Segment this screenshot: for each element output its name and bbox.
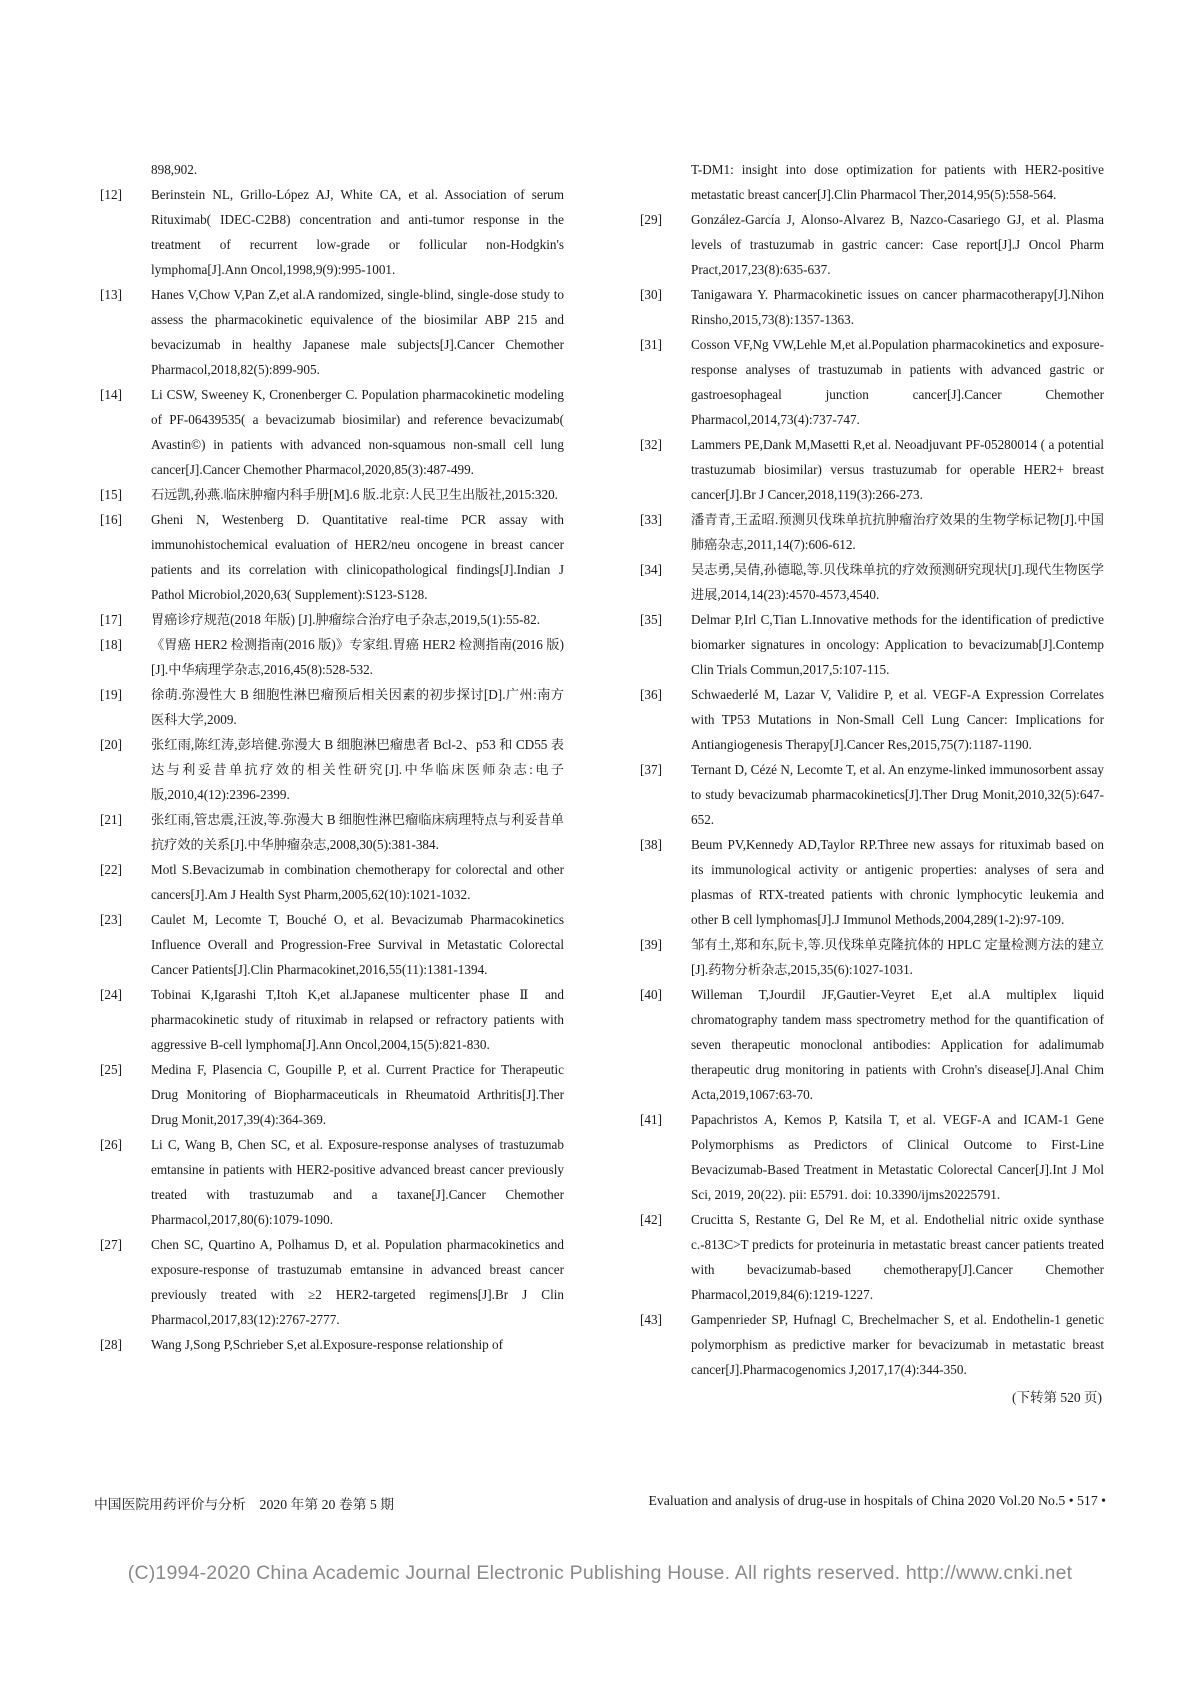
- reference-item: [94, 1132, 564, 1232]
- references-right-column: [634, 157, 1104, 1382]
- reference-text: Chen SC, Quartino A, Polhamus D, et al. Population pharmacokinetics and exposure-response of trastuzumab emtansine in advanced breast cancer previously treated with ≥2 HER2-targeted regimens[J].Br J Clin Pharmacol,2017,83(12):2767-2777.: [151, 1237, 564, 1327]
- reference-item: [634, 432, 1104, 507]
- reference-text: 吴志勇,吴倩,孙德聪,等.贝伐珠单抗的疗效预测研究现状[J].现代生物医学进展,2014,14(23):4570-4573,4540.: [691, 562, 1104, 602]
- reference-item: [634, 207, 1104, 282]
- reference-text: Berinstein NL, Grillo-López AJ, White CA, et al. Association of serum Rituximab( IDEC-C2B8) concentration and anti-tumor response in the treatment of recurrent low-grade or follicular non-Hodgkin's lymphoma[J].Ann Oncol,1998,9(9):995-1001.: [151, 187, 564, 277]
- reference-number: [40]: [640, 987, 662, 1002]
- references-left-column: [94, 157, 564, 1357]
- reference-number: [36]: [640, 687, 662, 702]
- reference-item: [634, 332, 1104, 432]
- reference-item: [94, 1332, 564, 1357]
- reference-text: Medina F, Plasencia C, Goupille P, et al. Current Practice for Therapeutic Drug Monitoring of Biopharmaceuticals in Rheumatoid Arthritis[J].Ther Drug Monit,2017,39(4):364-369.: [151, 1062, 564, 1127]
- reference-number: [38]: [640, 837, 662, 852]
- reference-number: [24]: [100, 987, 122, 1002]
- reference-item: [94, 682, 564, 732]
- reference-item: [94, 482, 564, 507]
- reference-text: Li CSW, Sweeney K, Cronenberger C. Population pharmacokinetic modeling of PF-06439535( a bevacizumab biosimilar) and reference bevacizumab( Avastin©) in patients with advanced non-squamous non-small cell lung cancer[J].Cancer Chemother Pharmacol,2020,85(3):487-499.: [151, 387, 564, 477]
- reference-number: [41]: [640, 1112, 662, 1127]
- reference-text: Tanigawara Y. Pharmacokinetic issues on cancer pharmacotherapy[J].Nihon Rinsho,2015,73(8):1357-1363.: [691, 287, 1104, 327]
- reference-item: [634, 507, 1104, 557]
- reference-number: [17]: [100, 612, 122, 627]
- reference-number: [20]: [100, 737, 122, 752]
- reference-number: [33]: [640, 512, 662, 527]
- reference-item: [634, 832, 1104, 932]
- reference-text: Motl S.Bevacizumab in combination chemotherapy for colorectal and other cancers[J].Am J Health Syst Pharm,2005,62(10):1021-1032.: [151, 862, 564, 902]
- reference-number: [37]: [640, 762, 662, 777]
- reference-text: Caulet M, Lecomte T, Bouché O, et al. Bevacizumab Pharmacokinetics Influence Overall and Progression-Free Survival in Metastatic Colorectal Cancer Patients[J].Clin Pharmacokinet,2016,55(11):1381-1394.: [151, 912, 564, 977]
- reference-item: [94, 507, 564, 607]
- reference-item: [94, 282, 564, 382]
- reference-number: [31]: [640, 337, 662, 352]
- reference-item: [94, 857, 564, 907]
- reference-item: [634, 282, 1104, 332]
- reference-number: [16]: [100, 512, 122, 527]
- reference-text: Li C, Wang B, Chen SC, et al. Exposure-response analyses of trastuzumab emtansine in patients with HER2-positive advanced breast cancer previously treated with trastuzumab and a taxane[J].Cancer Chemother Pharmacol,2017,80(6):1079-1090.: [151, 1137, 564, 1227]
- reference-item: [634, 1307, 1104, 1382]
- reference-item: [94, 982, 564, 1057]
- reference-text: Wang J,Song P,Schrieber S,et al.Exposure-response relationship of: [151, 1337, 504, 1352]
- reference-number: [28]: [100, 1337, 122, 1352]
- reference-text: Lammers PE,Dank M,Masetti R,et al. Neoadjuvant PF-05280014 ( a potential trastuzumab biosimilar) versus trastuzumab for operable HER2+ breast cancer[J].Br J Cancer,2018,119(3):266-273.: [691, 437, 1104, 502]
- reference-number: [39]: [640, 937, 662, 952]
- reference-number: [22]: [100, 862, 122, 877]
- reference-text: T-DM1: insight into dose optimization for patients with HER2-positive metastatic breast cancer[J].Clin Pharmacol Ther,2014,95(5):558-564.: [691, 162, 1104, 202]
- reference-number: [35]: [640, 612, 662, 627]
- reference-text: Cosson VF,Ng VW,Lehle M,et al.Population pharmacokinetics and exposure-response analyses of trastuzumab in patients with advanced gastric or gastroesophageal junction cancer[J].Cancer Chemother Pharmacol,2014,73(4):737-747.: [691, 337, 1104, 427]
- reference-item: [634, 557, 1104, 607]
- reference-text: Delmar P,Irl C,Tian L.Innovative methods for the identification of predictive biomarker signatures in oncology: Application to bevacizumab[J].Contemp Clin Trials Commun,2017,5:107-115.: [691, 612, 1104, 677]
- reference-item: [94, 907, 564, 982]
- reference-number: [30]: [640, 287, 662, 302]
- reference-number: [26]: [100, 1137, 122, 1152]
- reference-text: Ternant D, Cézé N, Lecomte T, et al. An enzyme-linked immunosorbent assay to study bevacizumab pharmacokinetics[J].Ther Drug Monit,2010,32(5):647-652.: [691, 762, 1104, 827]
- reference-number: [29]: [640, 212, 662, 227]
- reference-text: Gampenrieder SP, Hufnagl C, Brechelmacher S, et al. Endothelin-1 genetic polymorphism as predictive marker for bevacizumab in metastatic breast cancer[J].Pharmacogenomics J,2017,17(4):344-350.: [691, 1312, 1104, 1377]
- reference-number: [15]: [100, 487, 122, 502]
- reference-item: [94, 807, 564, 857]
- footer-journal-en: Evaluation and analysis of drug-use in hospitals of China 2020 Vol.20 No.5 • 517 •: [648, 1493, 1106, 1508]
- reference-item: [634, 1107, 1104, 1207]
- reference-text: 徐萌.弥漫性大 B 细胞性淋巴瘤预后相关因素的初步探讨[D].广州:南方医科大学,2009.: [151, 687, 564, 727]
- reference-number: [32]: [640, 437, 662, 452]
- reference-item: [634, 157, 1104, 207]
- reference-text: Gheni N, Westenberg D. Quantitative real-time PCR assay with immunohistochemical evaluation of HER2/neu oncogene in breast cancer patients and its correlation with clinicopathological findings[J].Indian J Pathol Microbiol,2020,63( Supplement):S123-S128.: [151, 512, 564, 602]
- reference-text: González-García J, Alonso-Alvarez B, Nazco-Casariego GJ, et al. Plasma levels of trastuzumab in gastric cancer: Case report[J].J Oncol Pharm Pract,2017,23(8):635-637.: [691, 212, 1104, 277]
- reference-item: [94, 182, 564, 282]
- reference-item: [634, 982, 1104, 1107]
- reference-text: Papachristos A, Kemos P, Katsila T, et al. VEGF-A and ICAM-1 Gene Polymorphisms as Predictors of Clinical Outcome to First-Line Bevacizumab-Based Treatment in Metastatic Colorectal Cancer[J].Int J Mol Sci, 2019, 20(22). pii: E5791. doi: 10.3390/ijms20225791.: [691, 1112, 1104, 1202]
- reference-item: [94, 607, 564, 632]
- reference-item: [94, 732, 564, 807]
- reference-number: [19]: [100, 687, 122, 702]
- reference-item: [634, 1207, 1104, 1307]
- reference-item: [634, 932, 1104, 982]
- continuation-note: (下转第 520 页): [1012, 1390, 1102, 1405]
- reference-number: [42]: [640, 1212, 662, 1227]
- reference-number: [21]: [100, 812, 122, 827]
- reference-item: [94, 632, 564, 682]
- reference-text: Tobinai K,Igarashi T,Itoh K,et al.Japanese multicenter phase Ⅱ and pharmacokinetic study of rituximab in relapsed or refractory patients with aggressive B-cell lymphoma[J].Ann Oncol,2004,15(5):821-830.: [151, 987, 564, 1052]
- reference-text: 898,902.: [151, 162, 198, 177]
- reference-item: [634, 682, 1104, 757]
- reference-text: Willeman T,Jourdil JF,Gautier-Veyret E,et al.A multiplex liquid chromatography tandem mass spectrometry method for the quantification of seven therapeutic monoclonal antibodies: Application for adalimumab therapeutic drug monitoring in patients with Crohn's disease[J].Anal Chim Acta,2019,1067:63-70.: [691, 987, 1104, 1102]
- reference-item: [94, 1057, 564, 1132]
- reference-text: Schwaederlé M, Lazar V, Validire P, et al. VEGF-A Expression Correlates with TP53 Mutations in Non-Small Cell Lung Cancer: Implications for Antiangiogenesis Therapy[J].Cancer Res,2015,75(7):1187-1190.: [691, 687, 1104, 752]
- reference-item: [94, 1232, 564, 1332]
- reference-text: Crucitta S, Restante G, Del Re M, et al. Endothelial nitric oxide synthase c.-813C>T predicts for proteinuria in metastatic breast cancer patients treated with bevacizumab-based chemotherapy[J].Cancer Chemother Pharmacol,2019,84(6):1219-1227.: [691, 1212, 1104, 1302]
- reference-number: [18]: [100, 637, 122, 652]
- reference-text: 张红雨,陈红涛,彭培健.弥漫大 B 细胞淋巴瘤患者 Bcl-2、p53 和 CD55 表达与利妥昔单抗疗效的相关性研究[J].中华临床医师杂志:电子版,2010,4(12):2396-2399.: [151, 737, 564, 802]
- reference-number: [23]: [100, 912, 122, 927]
- reference-number: [12]: [100, 187, 122, 202]
- page-footer: [94, 1493, 1106, 1515]
- copyright-watermark: (C)1994-2020 China Academic Journal Electronic Publishing House. All rights reserved. http://www.cnki.net: [127, 1562, 1073, 1584]
- reference-number: [25]: [100, 1062, 122, 1077]
- reference-text: 潘青青,王孟昭.预测贝伐珠单抗抗肿瘤治疗效果的生物学标记物[J].中国肺癌杂志,2011,14(7):606-612.: [691, 512, 1104, 552]
- reference-number: [27]: [100, 1237, 122, 1252]
- reference-item: [634, 757, 1104, 832]
- footer-journal-cn: 中国医院用药评价与分析 2020 年第 20 卷第 5 期: [94, 1497, 395, 1512]
- reference-text: 邹有土,郑和东,阮卡,等.贝伐珠单克隆抗体的 HPLC 定量检测方法的建立[J].药物分析杂志,2015,35(6):1027-1031.: [691, 937, 1104, 977]
- reference-text: 胃癌诊疗规范(2018 年版) [J].肿瘤综合治疗电子杂志,2019,5(1):55-82.: [151, 612, 541, 627]
- reference-text: Hanes V,Chow V,Pan Z,et al.A randomized, single-blind, single-dose study to assess the pharmacokinetic equivalence of the biosimilar ABP 215 and bevacizumab in healthy Japanese male subjects[J].Cancer Chemother Pharmacol,2018,82(5):899-905.: [151, 287, 564, 377]
- reference-number: [34]: [640, 562, 662, 577]
- reference-item: [94, 157, 564, 182]
- reference-text: 张红雨,管忠震,汪波,等.弥漫大 B 细胞性淋巴瘤临床病理特点与利妥昔单抗疗效的关系[J].中华肿瘤杂志,2008,30(5):381-384.: [151, 812, 564, 852]
- reference-number: [43]: [640, 1312, 662, 1327]
- reference-item: [634, 607, 1104, 682]
- reference-text: Beum PV,Kennedy AD,Taylor RP.Three new assays for rituximab based on its immunological activity or antigenic properties: analyses of sera and plasmas of RTX-treated patients with chronic lymphocytic leukemia and other B cell lymphomas[J].J Immunol Methods,2004,289(1-2):97-109.: [691, 837, 1104, 927]
- reference-number: [14]: [100, 387, 122, 402]
- reference-item: [94, 382, 564, 482]
- reference-text: 石远凯,孙燕.临床肿瘤内科手册[M].6 版.北京:人民卫生出版社,2015:320.: [151, 487, 558, 502]
- reference-number: [13]: [100, 287, 122, 302]
- reference-text: 《胃癌 HER2 检测指南(2016 版)》专家组.胃癌 HER2 检测指南(2016 版) [J].中华病理学杂志,2016,45(8):528-532.: [151, 637, 564, 677]
